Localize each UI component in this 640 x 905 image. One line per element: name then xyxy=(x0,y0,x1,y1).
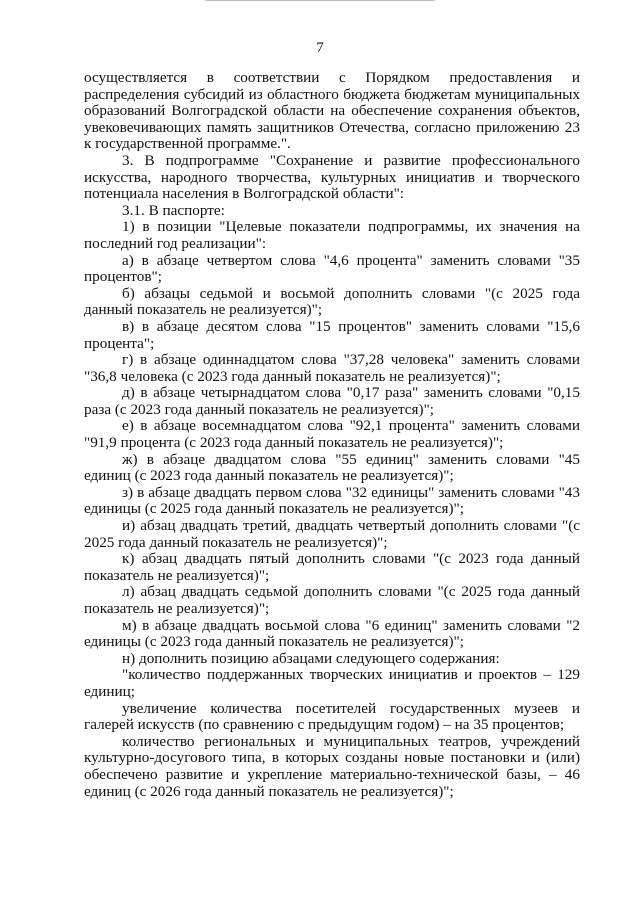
paragraph: г) в абзаце одиннадцатом слова "37,28 человека" заменить словами "36,8 человека (с 2023 года данный показатель не реализуется)"; xyxy=(84,351,580,385)
paragraph: 3. В подпрограмме "Сохранение и развитие профессионального искусства, народного творчества, культурных инициатив и творческого потенциала населения в Волгоградской области": xyxy=(84,151,580,203)
paragraph: з) в абзаце двадцать первом слова "32 единицы" заменить словами "43 единицы (с 2025 года данный показатель не реализуется)"; xyxy=(84,483,580,518)
paragraph: н) дополнить позицию абзацами следующего содержания: xyxy=(122,649,500,667)
paragraph: увеличение количества посетителей государственных музеев и галерей искусств (по сравнению с предыдущим годом) – на 35 процентов; xyxy=(84,699,580,734)
paragraph: м) в абзаце двадцать восьмой слова "6 единиц" заменить словами "2 единицы (с 2023 года данный показатель не реализуется)"; xyxy=(84,616,580,651)
document-body xyxy=(84,70,580,800)
paragraph: количество региональных и муниципальных театров, учреждений культурно-досугового типа, в которых созданы новые постановки и (или) обеспечено развитие и укрепление материально-технической базы, – 46 единиц (с 2026 года данный показатель не реализуется)"; xyxy=(84,732,580,800)
paragraph: б) абзацы седьмой и восьмой дополнить словами "(с 2025 года данный показатель не реализуется)"; xyxy=(84,284,580,319)
paragraph: а) в абзаце четвертом слова "4,6 процента" заменить словами "35 процентов"; xyxy=(84,251,580,286)
top-rule xyxy=(205,0,435,1)
paragraph: к) абзац двадцать пятый дополнить словами "(с 2023 года данный показатель не реализуется)"; xyxy=(84,550,580,584)
paragraph: 1) в позиции "Целевые показатели подпрограммы, их значения на последний год реализации": xyxy=(84,218,580,252)
paragraph: "количество поддержанных творческих инициатив и проектов – 129 единиц; xyxy=(84,666,580,700)
page-number: 7 xyxy=(316,40,324,56)
paragraph: д) в абзаце четырнадцатом слова "0,17 раза" заменить словами "0,15 раза (с 2023 года данный показатель не реализуется)"; xyxy=(84,384,580,418)
paragraph: и) абзац двадцать третий, двадцать четвертый дополнить словами "(с 2025 года данный показатель не реализуется)"; xyxy=(84,517,580,551)
paragraph: л) абзац двадцать седьмой дополнить словами "(с 2025 года данный показатель не реализуется)"; xyxy=(84,583,580,617)
paragraph: 3.1. В паспорте: xyxy=(122,201,225,219)
paragraph: е) в абзаце восемнадцатом слова "92,1 процента" заменить словами "91,9 процента (с 2023 года данный показатель не реализуется)"; xyxy=(84,417,580,452)
paragraph: в) в абзаце десятом слова "15 процентов" заменить словами "15,6 процента"; xyxy=(84,317,580,352)
paragraph: осуществляется в соответствии с Порядком предоставления и распределения субсидий из областного бюджета бюджетам муниципальных образований Волгоградской области на обеспечение сохранения объектов, увековечивающих память защитников Отечества, согласно приложению 23 к государственной программе.". xyxy=(84,69,580,153)
paragraph: ж) в абзаце двадцатом слова "55 единиц" заменить словами "45 единиц (с 2023 года данный показатель не реализуется)"; xyxy=(84,450,580,485)
